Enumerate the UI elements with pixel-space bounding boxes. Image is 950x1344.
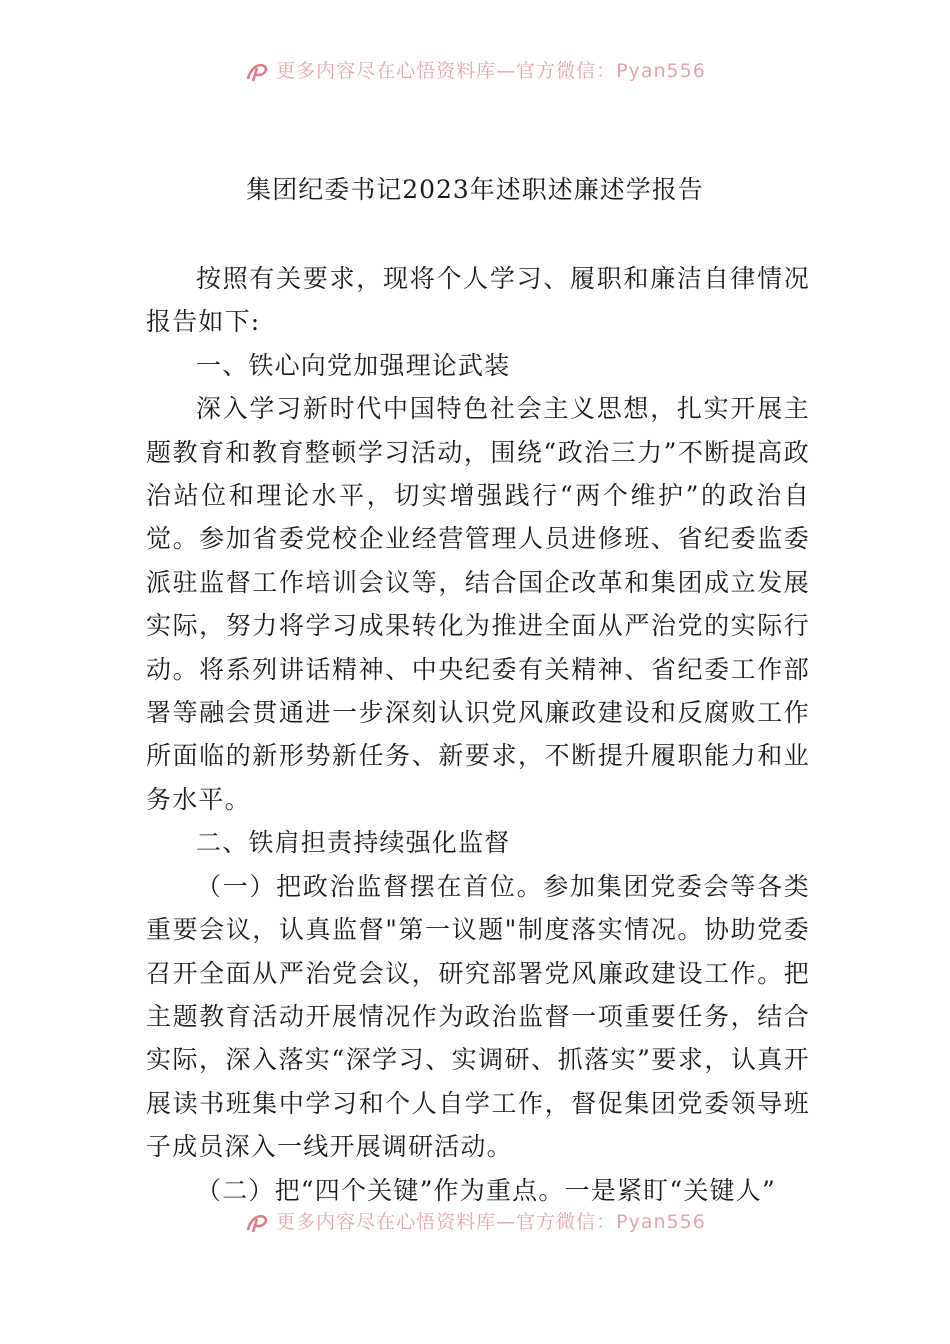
watermark-header xyxy=(0,56,950,86)
paragraph-section-2-1: （一）把政治监督摆在首位。参加集团党委会等各类重要会议，认真监督"第一议题"制度落实情况。协助党委召开全面从严治党会议，研究部署党风廉政建设工作。把主题教育活动开展情况作为政治监督一项重要任务，结合实际，深入落实“深学习、实调研、抓落实”要求，认真开展读书班集中学习和个人自学工作，督促集团党委领导班子成员深入一线开展调研活动。 xyxy=(146,871,810,1162)
watermark-text: 更多内容尽在心悟资料库—官方微信：Pyan556 xyxy=(276,60,706,82)
document-body xyxy=(146,257,810,1212)
paragraph-section-1: 深入学习新时代中国特色社会主义思想，扎实开展主题教育和教育整顿学习活动，围绕“政治三力”不断提高政治站位和理论水平，切实增强践行“两个维护”的政治自觉。参加省委党校企业经营管理人员进修班、省纪委监委派驻监督工作培训会议等，结合国企改革和集团成立发展实际，努力将学习成果转化为推进全面从严治党的实际行动。将系列讲话精神、中央纪委有关精神、省纪委工作部署等融会贯通进一步深刻认识党风廉政建设和反腐败工作所面临的新形势新任务、新要求，不断提升履职能力和业务水平。 xyxy=(146,394,810,814)
section-heading-1: 一、铁心向党加强理论武装 xyxy=(196,350,511,380)
stylized-p-logo-icon xyxy=(244,1212,270,1234)
watermark-text: 更多内容尽在心悟资料库—官方微信：Pyan556 xyxy=(276,1211,706,1233)
section-heading-2: 二、铁肩担责持续强化监督 xyxy=(196,828,511,858)
watermark-footer xyxy=(0,1207,950,1237)
document-title: 集团纪委书记2023年述职述廉述学报告 xyxy=(246,175,704,204)
stylized-p-logo-icon xyxy=(244,61,270,83)
paragraph-section-2-2: （二）把“四个关键”作为重点。一是紧盯“关键人” xyxy=(196,1175,776,1205)
paragraph-intro: 按照有关要求，现将个人学习、履职和廉洁自律情况报告如下: xyxy=(146,264,810,337)
